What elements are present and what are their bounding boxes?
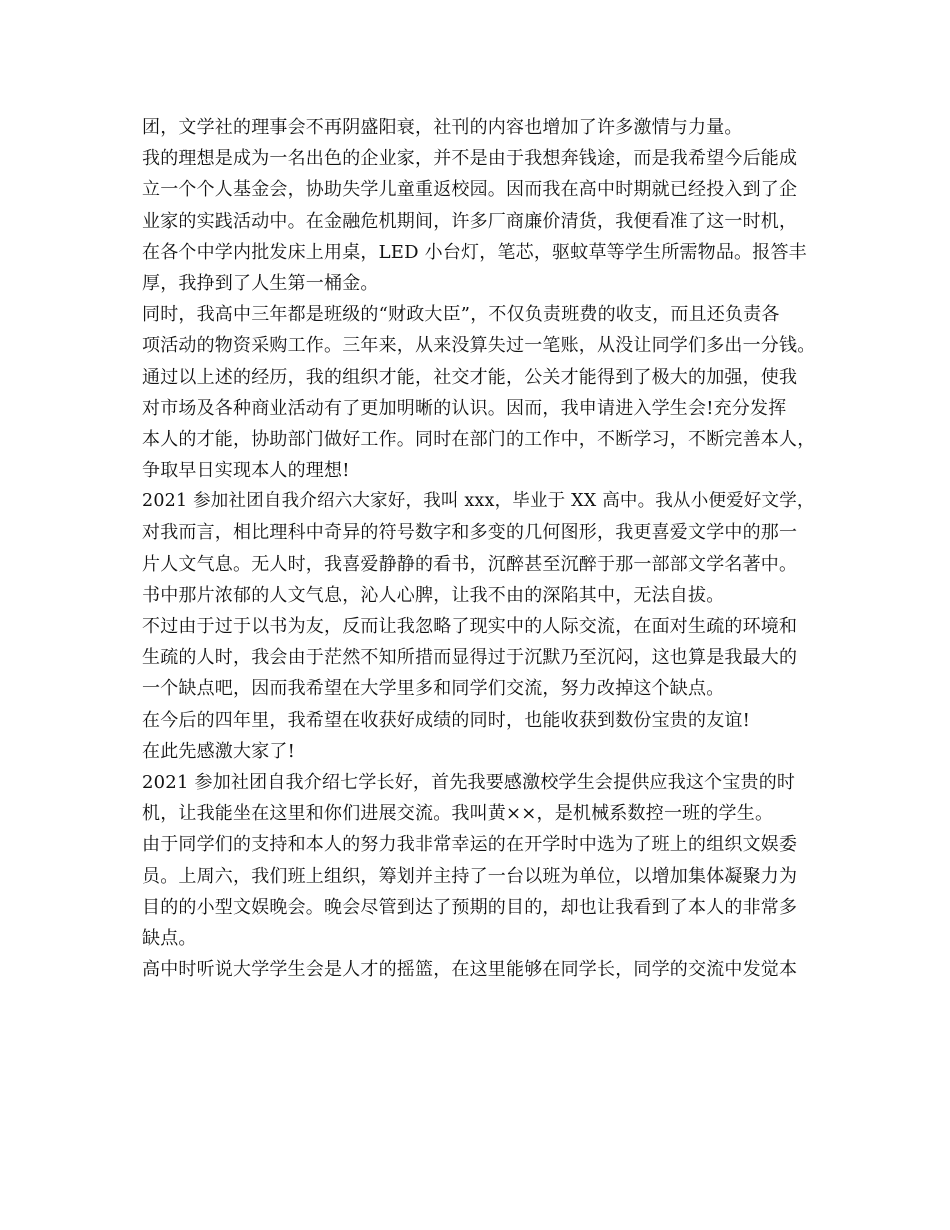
text-line: 片人文气息。无人时，我喜爱静静的看书，沉醉甚至沉醉于那一部部文学名著中。: [142, 553, 798, 575]
text-line: 在此先感激大家了!: [142, 740, 296, 762]
text-line: 缺点。: [142, 927, 197, 949]
text-line: 团，文学社的理事会不再阴盛阳衰，社刊的内容也增加了许多激情与力量。: [142, 117, 743, 138]
text-line: 争取早日实现本人的理想!: [142, 460, 350, 482]
text-line: 一个缺点吧，因而我希望在大学里多和同学们交流，努力改掉这个缺点。: [142, 678, 725, 700]
text-line: 生疏的人时，我会由于茫然不知所措而显得过于沉默乃至沉闷，这也算是我最大的: [142, 647, 798, 669]
text-line: 厚，我挣到了人生第一桶金。: [142, 272, 379, 294]
text-line: 本人的才能，协助部门做好工作。同时在部门的工作中，不断学习，不断完善本人，: [142, 428, 816, 450]
text-line: 在今后的四年里，我希望在收获好成绩的同时，也能收获到数份宝贵的友谊!: [142, 709, 751, 731]
text-line: 由于同学们的支持和本人的努力我非常幸运的在开学时中选为了班上的组织文娱委: [142, 834, 798, 856]
text-line: 我的理想是成为一名出色的企业家，并不是由于我想奔钱途，而是我希望今后能成: [142, 148, 798, 170]
text-line: 不过由于过于以书为友，反而让我忽略了现实中的人际交流，在面对生疏的环境和: [142, 616, 798, 637]
text-line: 目的的小型文娱晚会。晚会尽管到达了预期的目的，却也让我看到了本人的非常多: [142, 896, 798, 918]
text-line: 项活动的物资采购工作。三年来，从来没算失过一笔账，从没让同学们多出一分钱。: [142, 335, 816, 357]
text-line: 对市场及各种商业活动有了更加明晰的认识。因而，我申请进入学生会!充分发挥: [142, 397, 787, 419]
text-line: 业家的实践活动中。在金融危机期间，许多厂商廉价清货，我便看准了这一时机，: [142, 210, 798, 232]
text-line: 机，让我能坐在这里和你们进展交流。我叫黄××，是机械系数控一班的学生。: [142, 803, 774, 825]
text-line: 2021 参加社团自我介绍七学长好，首先我要感激校学生会提供应我这个宝贵的时: [142, 771, 796, 793]
text-line: 对我而言，相比理科中奇异的符号数字和多变的几何图形，我更喜爱文学中的那一: [142, 522, 798, 544]
text-line: 在各个中学内批发床上用桌，LED 小台灯，笔芯，驱蚊草等学生所需物品。报答丰: [142, 241, 807, 263]
text-line: 书中那片浓郁的人文气息，沁人心脾，让我不由的深陷其中，无法自拔。: [142, 584, 725, 606]
text-line: 立一个个人基金会，协助失学儿童重返校园。因而我在高中时期就已经投入到了企: [142, 179, 798, 201]
text-line: 员。上周六，我们班上组织，筹划并主持了一台以班为单位，以增加集体凝聚力为: [142, 865, 798, 887]
document-body: [142, 112, 822, 985]
text-line: 同时，我高中三年都是班级的“财政大臣”，不仅负责班费的收支，而且还负责各: [142, 304, 780, 326]
text-line: 高中时听说大学学生会是人才的摇篮，在这里能够在同学长，同学的交流中发觉本: [142, 959, 798, 981]
text-line: 2021 参加社团自我介绍六大家好，我叫 xxx，毕业于 XX 高中。我从小便爱好文学，: [142, 491, 815, 512]
text-line: 通过以上述的经历，我的组织才能，社交才能，公关才能得到了极大的加强，使我: [142, 366, 798, 388]
